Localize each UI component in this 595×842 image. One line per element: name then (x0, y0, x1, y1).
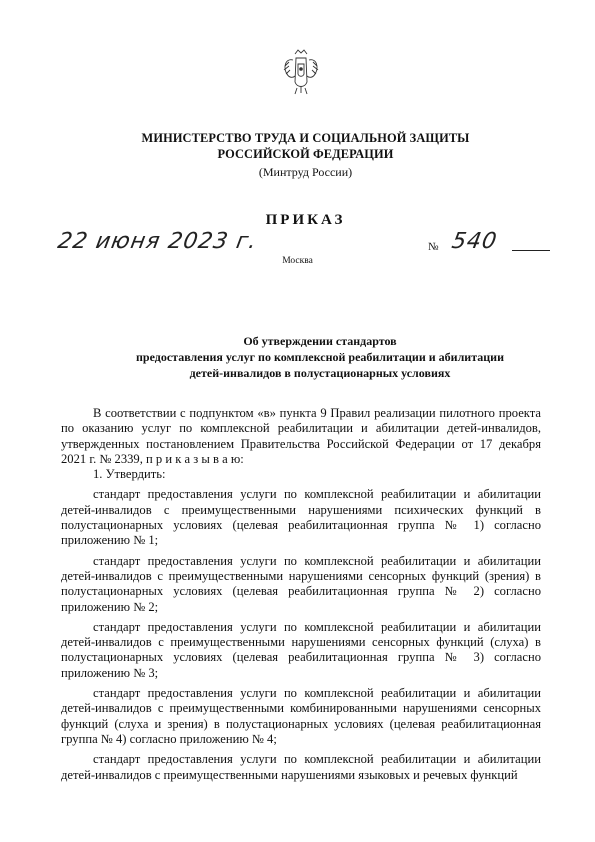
subject-line3: детей-инвалидов в полустационарных условиях (189, 366, 451, 380)
order-body (61, 406, 541, 783)
order-title: ПРИКАЗ (265, 212, 346, 228)
standard-item-3: стандарт предоставления услуги по комплексной реабилитации и абилитации детей-инвалидов с преимущественными нарушениями сенсорных функций (слуха) в полустационарных условиях (целевая реабилитационная группа № 3) согласно приложению № 3; (61, 619, 541, 680)
russian-coat-of-arms-icon (281, 48, 321, 96)
subject-line1: Об утверждении стандартов (243, 334, 397, 348)
ministry-short-name: (Минтруд России) (258, 165, 353, 179)
order-city: Москва (282, 256, 313, 266)
order-number-sign: № (428, 241, 439, 253)
ministry-name-line2: РОССИЙСКОЙ ФЕДЕРАЦИИ (217, 147, 394, 161)
order-date: 22 июня 2023 г. (55, 229, 260, 254)
standard-item-4: стандарт предоставления услуги по комплексной реабилитации и абилитации детей-инвалидов с преимущественными комбинированными нарушениями сенсорных функций (слуха и зрения) в полустационарных условиях (целевая реабилитационная группа № 4) согласно приложению № 4; (61, 686, 541, 746)
standard-item-1: стандарт предоставления услуги по комплексной реабилитации и абилитации детей-инвалидов с преимущественными нарушениями психических функций в полустационарных условиях (целевая реабилитационная группа № 1) согласно приложению № 1; (61, 487, 541, 548)
subject-line2: предоставления услуг по комплексной реабилитации и абилитации (136, 350, 504, 364)
standard-item-5: стандарт предоставления услуги по комплексной реабилитации и абилитации детей-инвалидов с преимущественными нарушениями языковых и речевых функций (61, 752, 541, 782)
number-underline (512, 250, 550, 251)
ministry-name-line1: МИНИСТЕРСТВО ТРУДА И СОЦИАЛЬНОЙ ЗАЩИТЫ (141, 131, 470, 145)
standard-item-2: стандарт предоставления услуги по комплексной реабилитации и абилитации детей-инвалидов с преимущественными нарушениями сенсорных функций (зрения) в полустационарных условиях (целевая реабилитационная группа № 2) согласно приложению № 2; (61, 553, 541, 614)
order-number: 540 (449, 229, 500, 254)
preamble-paragraph: В соответствии с подпунктом «в» пункта 9 Правил реализации пилотного проекта по оказанию услуг по комплексной реабилитации и абилитации детей-инвалидов, утвержденных постановлением Правительства Российской Федерации от 17 декабря 2021 г. № 2339, п р и к а з ы в а ю: (61, 406, 541, 466)
approve-paragraph: 1. Утвердить: (93, 467, 166, 482)
